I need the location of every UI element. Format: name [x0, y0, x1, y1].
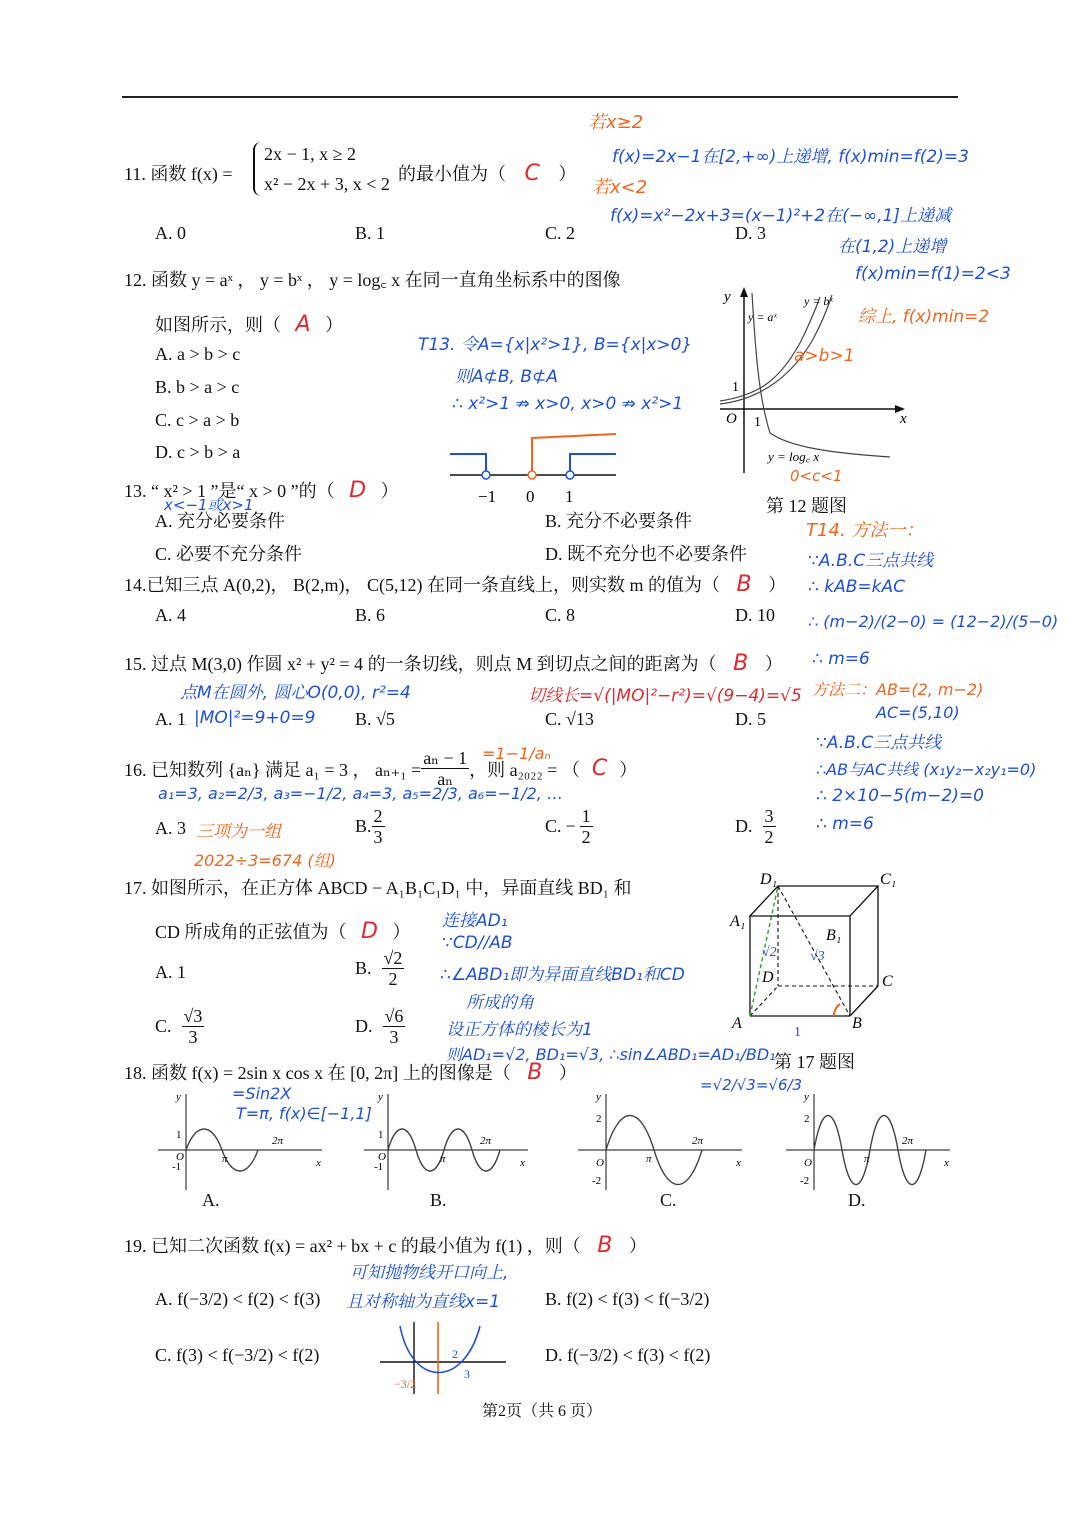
q17-option-b: B. $\frac{√2}{2}$ [355, 948, 403, 989]
gc-2: 2 [596, 1113, 602, 1125]
q12-option-d: D. c > b > a [155, 442, 241, 462]
gc-x: x [736, 1157, 741, 1169]
q14-option-d: D. 10 [735, 605, 775, 625]
q14-option-b: B. 6 [355, 605, 386, 625]
gd-2pi: 2π [902, 1135, 914, 1147]
q17-figure [722, 870, 912, 1040]
q12-label-ylog: y = log꜀ x [768, 449, 820, 464]
note-q15-a: 点M在圆外, 圆心O(0,0), r²=4 [180, 683, 411, 703]
q13-option-d: D. 既不充分也不必要条件 [545, 544, 747, 564]
ga-pi: π [222, 1153, 228, 1165]
gb-y: y [378, 1091, 383, 1103]
ga-y: y [176, 1091, 181, 1103]
q18-option-d: D. [848, 1190, 866, 1210]
gd-neg2: -2 [800, 1175, 810, 1187]
gc-pi: π [646, 1153, 652, 1165]
q12-option-c: C. c > a > b [155, 410, 240, 430]
cube-label-B1: B₁ [826, 927, 842, 944]
header-rule [122, 96, 958, 98]
note-q13-label-0: 0 [526, 487, 535, 506]
note-q17-a: 连接AD₁ [442, 911, 508, 931]
q16-option-b: B. $\frac{2}{3}$ [355, 806, 383, 847]
note-q13-d: x<−1或x>1 [164, 496, 254, 514]
q19-answer: B [597, 1233, 613, 1258]
note-q16-a: =1−1/aₙ [482, 744, 551, 763]
q18-stem: 18. 函数 f(x) = 2sin x cos x 在 [0, 2π] 上的图像是（ B ） [124, 1060, 577, 1085]
gd-x: x [944, 1157, 949, 1169]
note-q16-c: 三项为一组 [196, 822, 281, 842]
note-q13-numberline [446, 430, 621, 510]
q13-stem: 13. “ x² > 1 ”是“ x > 0 ”的（ D ） [124, 478, 399, 503]
q16-stem: 16. 已知数列 {aₙ} 满足 a₁ = 3 ， aₙ₊₁ = $\frac{\text{aₙ − 1}}{\text{aₙ}}$ ，则 a₂₀₂₂ = （ C ） [124, 748, 638, 789]
cube-label-D: D [762, 969, 774, 986]
cube-note-1: 1 [794, 1025, 801, 1040]
note-q17-g: =√2/√3=√6/3 [700, 1076, 803, 1094]
note-q12-a: a>b>1 [794, 346, 855, 366]
note-q14-c: ∴ kAB=kAC [808, 577, 905, 597]
note-q11-f: f(x)min=f(1)=2<3 [855, 264, 1011, 284]
q15-answer: B [733, 651, 749, 676]
q15-option-c: C. √13 [545, 709, 594, 729]
q17-caption: 第 17 题图 [774, 1052, 855, 1072]
note-q19-neg32: −3/2 [394, 1377, 417, 1391]
q15-stem: 15. 过点 M(3,0) 作圆 x² + y² = 4 的一条切线，则点 M 到切点之间的距离为（ B ） [124, 651, 783, 676]
q16-fraction: $\frac{\text{aₙ − 1}}{\text{aₙ}}$ [423, 748, 468, 789]
q13-option-a: A. 充分必要条件 [155, 511, 285, 531]
q11-text: 11. 函数 f(x) = [124, 164, 233, 184]
q19-stem: 19. 已知二次函数 f(x) = ax² + bx + c 的最小值为 f(1) ，则（ B ） [124, 1233, 647, 1258]
note-q15-b: |MO|²=9+0=9 [194, 708, 316, 728]
q17-line1: 17. 如图所示，在正方体 ABCD − A₁B₁C₁D₁ 中，异面直线 BD₁ 和 [124, 878, 632, 898]
q15-option-b: B. √5 [355, 709, 395, 729]
note-q14-f: 方法二：AB=(2, m−2) [812, 680, 984, 699]
note-q14-k: ∴ m=6 [816, 814, 874, 834]
q11-option-d: D. 3 [735, 223, 766, 243]
q18-option-c: C. [660, 1190, 677, 1210]
note-q15-c: 切线长=√(|MO|²−r²)=√(9−4)=√5 [528, 686, 802, 706]
note-q11-a: 若x≥2 [588, 112, 644, 133]
q11-case2: x² − 2x + 3, x < 2 [264, 174, 390, 194]
ga-x: x [316, 1157, 321, 1169]
q16-option-a: A. 3 [155, 818, 186, 838]
note-q16-d: 2022÷3=674 (组) [194, 851, 336, 870]
q11-tail: 的最小值为（ C ） [398, 161, 577, 186]
page-footer: 第2页（共 6 页） [482, 1403, 603, 1420]
q12-label-ya: y = aˣ [748, 310, 777, 324]
q13-answer: D [349, 478, 367, 503]
gb-o: O [378, 1151, 386, 1163]
q12-one-y: 1 [732, 380, 739, 395]
note-q19-parabola [376, 1318, 511, 1396]
q18-option-a: A. [202, 1190, 220, 1210]
cube-label-D1: D₁ [760, 871, 778, 888]
note-q17-c: ∴∠ABD₁即为异面直线BD₁和CD [440, 965, 685, 985]
ga-1: 1 [176, 1129, 182, 1141]
q19-option-b: B. f(2) < f(3) < f(−3/2) [545, 1289, 710, 1309]
note-q17-d: 所成的角 [466, 993, 534, 1013]
q11-stem [124, 160, 232, 186]
q16-option-d: D. $\frac{3}{2}$ [735, 806, 774, 847]
gc-2pi: 2π [692, 1135, 704, 1147]
gd-2: 2 [804, 1113, 810, 1125]
gd-y: y [804, 1091, 809, 1103]
note-q14-a: T14. 方法一： [806, 520, 924, 541]
q14-option-a: A. 4 [155, 605, 186, 625]
note-q11-d: f(x)=x²−2x+3=(x−1)²+2在(−∞,1]上递减 [610, 206, 952, 226]
note-q11-g: 综上, f(x)min=2 [858, 307, 990, 327]
note-q18-b: T=π, f(x)∈[−1,1] [236, 1104, 372, 1123]
note-q14-g: AC=(5,10) [876, 703, 960, 722]
q11-option-c: C. 2 [545, 223, 576, 243]
q12-option-b: B. b > a > c [155, 377, 240, 397]
q12-label-yb: y = bˣ [804, 294, 833, 308]
note-q17-e: 设正方体的棱长为1 [446, 1020, 593, 1040]
cube-label-A: A [732, 1015, 742, 1032]
q18-graph-c [570, 1088, 750, 1192]
q18-graph-d [778, 1088, 958, 1192]
note-q19-b: 且对称轴为直线x=1 [346, 1292, 501, 1312]
q19-option-c: C. f(3) < f(−3/2) < f(2) [155, 1345, 320, 1365]
q18-graph-a [150, 1088, 330, 1192]
q14-stem: 14.已知三点 A(0,2)， B(2,m)， C(5,12) 在同一条直线上，则实数 m 的值为（ B ） [124, 572, 787, 597]
ga-o: O [176, 1151, 184, 1163]
cube-label-A1: A₁ [730, 913, 746, 930]
q13-option-b: B. 充分不必要条件 [545, 511, 693, 531]
note-q16-b: a₁=3, a₂=2/3, a₃=−1/2, a₄=3, a₅=2/3, a₆=−1/2, … [158, 784, 563, 803]
q11-option-a: A. 0 [155, 223, 186, 243]
note-q14-h: ∵A.B.C三点共线 [816, 733, 942, 753]
q16-answer: C [591, 756, 608, 781]
q12-answer: A [295, 312, 311, 337]
note-q11-c: 若x<2 [592, 177, 648, 198]
note-q14-b: ∵A.B.C三点共线 [808, 551, 934, 571]
q19-option-d: D. f(−3/2) < f(3) < f(2) [545, 1345, 711, 1365]
gb-pi: π [440, 1153, 446, 1165]
gb-x: x [520, 1157, 525, 1169]
q17-option-d: D. $\frac{√6}{3}$ [355, 1006, 404, 1047]
note-q13-label-1: 1 [565, 487, 574, 506]
note-q18-a: =Sin2X [232, 1084, 292, 1103]
cube-note-sqrt3: √3 [810, 949, 825, 964]
q19-option-a: A. f(−3/2) < f(2) < f(3) [155, 1289, 321, 1309]
note-q19-3: 3 [464, 1367, 470, 1381]
gd-pi: π [864, 1153, 870, 1165]
q15-option-d: D. 5 [735, 709, 766, 729]
note-q19-2: 2 [452, 1347, 458, 1361]
ga-neg1: -1 [172, 1161, 182, 1173]
q11-option-b: B. 1 [355, 223, 386, 243]
q12-one-x: 1 [754, 415, 761, 430]
q12-origin: O [726, 411, 737, 427]
q17-answer: D [361, 919, 378, 944]
q12-line2: 如图所示，则（ A ） [155, 312, 344, 337]
note-q12-b: 0<c<1 [790, 467, 843, 485]
q17-line2: CD 所成角的正弦值为（ D ） [155, 919, 411, 944]
gb-1: 1 [378, 1129, 384, 1141]
note-q11-e: 在(1,2)上递增 [838, 237, 947, 257]
gb-2pi: 2π [480, 1135, 492, 1147]
q13-option-c: C. 必要不充分条件 [155, 544, 303, 564]
ga-2pi: 2π [272, 1135, 284, 1147]
q14-answer: B [736, 572, 752, 597]
cube-label-C1: C₁ [880, 871, 897, 888]
q12-y-label: y [724, 289, 731, 305]
note-q13-c: ∴ x²>1 ⇏ x>0, x>0 ⇏ x²>1 [452, 394, 684, 414]
note-q17-f: 则AD₁=√2, BD₁=√3, ∴sin∠ABD₁=AD₁/BD₁ [446, 1045, 776, 1064]
gc-y: y [596, 1091, 601, 1103]
note-q13-a: T13. 令A={x|x²>1}, B={x|x>0} [418, 335, 693, 355]
note-q13-label-neg1: −1 [478, 487, 497, 506]
note-q19-a: 可知抛物线开口向上, [350, 1263, 509, 1283]
q17-option-a: A. 1 [155, 962, 186, 982]
q18-option-b: B. [430, 1190, 447, 1210]
q12-x-label: x [900, 411, 907, 427]
q12-option-a: A. a > b > c [155, 344, 241, 364]
note-q11-b: f(x)=2x−1在[2,+∞)上递增, f(x)min=f(2)=3 [612, 147, 969, 167]
gb-neg1: -1 [374, 1161, 384, 1173]
q18-answer: B [527, 1060, 543, 1085]
cube-label-B: B [852, 1015, 862, 1032]
gd-o: O [804, 1157, 812, 1169]
gc-neg2: -2 [592, 1175, 602, 1187]
q12-line1: 12. 函数 y = aˣ ， y = bˣ ， y = log꜀ x 在同一直角坐标系中的图像 [124, 270, 621, 290]
q12-caption: 第 12 题图 [766, 496, 847, 516]
cube-label-C: C [882, 973, 893, 990]
gc-o: O [596, 1157, 604, 1169]
q15-option-a: A. 1 [155, 709, 186, 729]
q11-answer: C [524, 161, 540, 186]
q16-option-c: C. − $\frac{1}{2}$ [545, 806, 591, 847]
cube-note-sqrt2: √2 [762, 945, 777, 960]
note-q14-j: ∴ 2×10−5(m−2)=0 [816, 786, 984, 806]
q11-case1: 2x − 1, x ≥ 2 [264, 144, 357, 164]
q18-graph-b [356, 1088, 536, 1192]
q17-option-c: C. $\frac{√3}{3}$ [155, 1006, 203, 1047]
note-q14-d: ∴ (m−2)/(2−0) = (12−2)/(5−0) [808, 612, 1059, 631]
note-q14-e: ∴ m=6 [812, 649, 870, 669]
note-q14-i: ∴AB与AC共线 (x₁y₂−x₂y₁=0) [816, 760, 1037, 779]
note-q13-b: 则A⊄B, B⊄A [455, 367, 558, 387]
note-q17-b: ∵CD//AB [442, 933, 513, 953]
q14-option-c: C. 8 [545, 605, 576, 625]
